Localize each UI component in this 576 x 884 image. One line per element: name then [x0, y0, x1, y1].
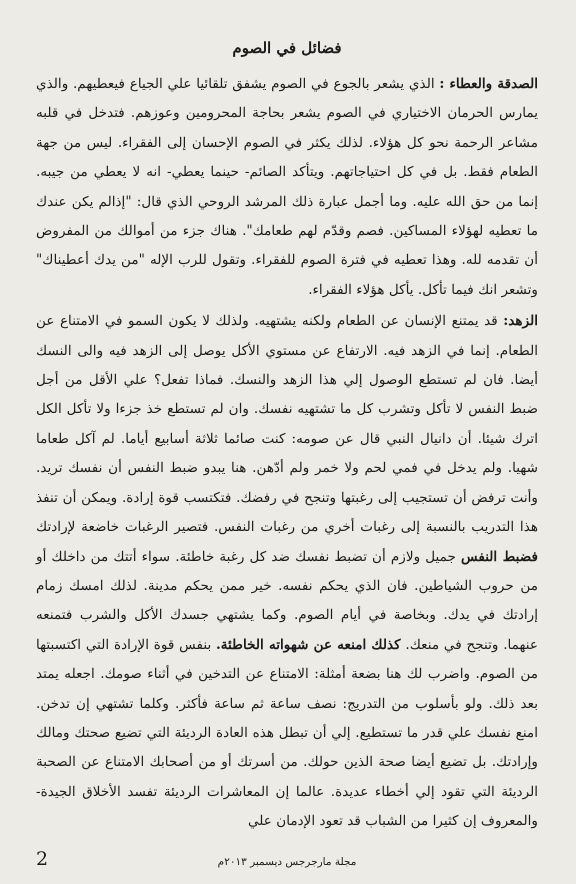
page-number: 2	[36, 848, 49, 870]
paragraph-asceticism-heading: الزهد:	[503, 313, 538, 330]
paragraph-charity	[36, 70, 538, 305]
magazine-issue-label: مجلة مارجرجس ديسمبر ٢٠١٣م	[217, 856, 357, 868]
restrain-desires-emphasis: كذلك امنعه عن شهواته الخاطئة.	[216, 636, 401, 653]
self-control-emphasis: فضبط النفس	[460, 548, 538, 565]
paragraph-charity-text: الذي يشعر بالجوع في الصوم يشفق تلقائيا علي الجياع فيعطيهم. والذي يمارس الحرمان الاختياري في الصوم يشعر بحاجة المحرومين وعوزهم. فتدخل في قلبه مشاعر الرحمة نحو كل هؤلاء. لذلك يكثر في الصوم الإحسان إلى الفقراء. ليس من جهة الطعام فقط. بل في كل احتياجاتهم. ويتأكد الصائم- حينما يعطي- انه لا يعطي من جيبه. إنما من حق الله عليه. وما أجمل عبارة ذلك المرشد الروحي الذي قال: "إذالم يكن عندك ما تعطيه لهؤلاء المساكين. فصم وقدّم لهم طعامك". هناك جزء من أموالك من المفروض أن تقدمه لله. وهذا تعطيه في فترة الصوم للفقراء. وتقول للرب الإله "من يدك أعطيناك" وتشعر انك فيما تأكل. يأكل هؤلاء الفقراء.	[36, 76, 538, 298]
paragraph-asceticism-text: قد يمتنع الإنسان عن الطعام ولكنه يشتهيه. ولذلك لا يكون السمو في الامتناع عن الطعام. إنما في الزهد فيه. الارتفاع عن مستوي الأكل يوصل إلى الزهد فيه والى النسك أيضا. فان لم تستطع الوصول إلي هذا الزهد والنسك. فماذا تفعل؟ علي الأقل من أجل ضبط النفس لا تأكل وتشرب كل ما تشتهيه نفسك. وان لم تستطع خذ جزءا ولا تأكل الكل اترك شيئا. أن دانيال النبي قال عن صومه: كنت صائما ثلاثة أسابيع أياما. لم آكل طعاما شهيا. ولم يدخل في فمي لحم ولا خمر ولم أدّهن. هنا يبدو ضبط النفس أن نفسك تريد. وأنت ترفض أن تستجيب إلى رغبتها وتنجح في رفضك. فتكتسب قوة إرادة. ويمكن أن تنفذ هذا التدريب بالنسبة إلى رغبات أخري من رغبات النفس. فتصير الرغبات خاضعة لإرادتك	[36, 313, 538, 536]
page-title: فضائل في الصوم	[232, 39, 342, 57]
paragraph-charity-heading: الصدقة والعطاء :	[439, 76, 538, 92]
paragraph-asceticism-text-3: بنفس قوة الإرادة التي اكتسبتها من الصوم. واضرب لك هنا بضعة أمثلة: الامتناع عن التدخين في أثناء صومك. اجعله يمتد بعد ذلك. ولو بأسلوب من التدريج: نصف ساعة ثم ساعة فأكثر. وكلما تشتهي إن تدخن. امنع نفسك علي قدر ما تستطيع. إلي أن تبطل هذه العادة الرديئة التي تضيع صحتك ومالك وإرادتك. بل تضيع أيضا صحة الذين حولك. من أسرتك أو من أصحابك الامتناع عن الصحبة الرديئة التي تقود إلي أخطاء عديدة. عالما إن المعاشرات الرديئة تفسد الأخلاق الجيدة- والمعروف إن كثيرا من الشباب قد تعود الإدمان علي	[36, 636, 538, 830]
page-footer	[36, 846, 538, 870]
paragraph-asceticism-text-2: جميل ولازم أن تضبط نفسك ضد كل رغبة خاطئة. سواء أتتك من داخلك أو من حروب الشياطين. فان الذي يحكم نفسه. خير ممن يحكم مدينة. لذلك امسك زمام إرادتك في يدك. وبخاصة في أيام الصوم. وكما يشتهي جسدك الأكل والشرب فتمنعه عنهما. وتنجح في منعك.	[36, 548, 539, 653]
paragraph-asceticism	[36, 307, 538, 836]
